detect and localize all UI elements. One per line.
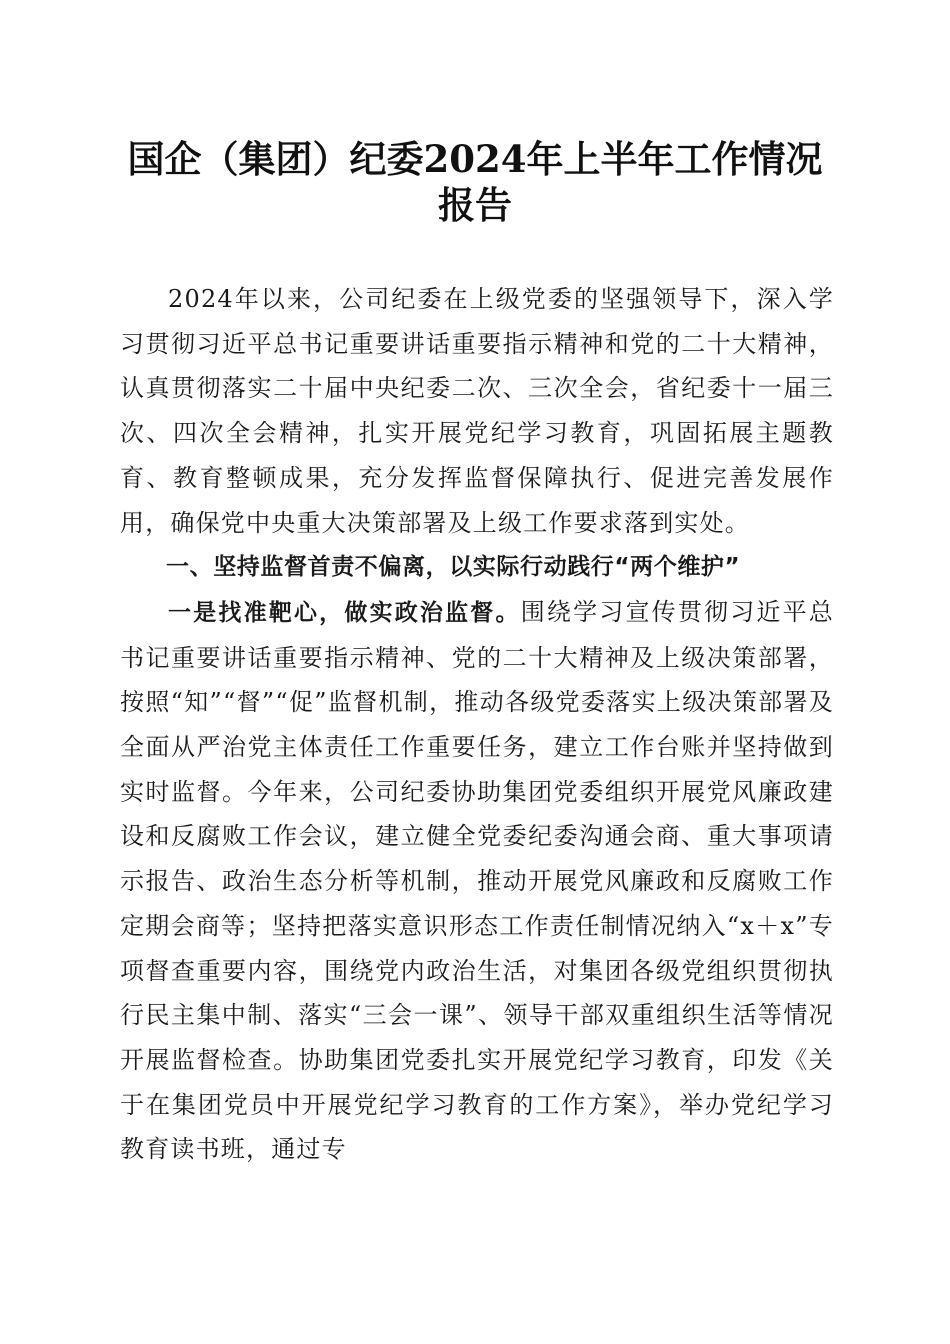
section-heading-1: 一、坚持监督首责不偏离，以实际行动践行“两个维护” [166,554,741,581]
paragraph-body-text: 围绕学习宣传贯彻习近平总书记重要讲话重要指示精神、党的二十大精神及上级决策部署，按照“知”“督”“促”监督机制，推动各级党委落实上级决策部署及全面从严治党主体责任工作重要任务，建立工作台账并坚持做到实时监督。今年来，公司纪委协助集团党委组织开展党风廉政建设和反腐败工作会议，建立健全党委纪委沟通会商、重大事项请示报告、政治生态分析等机制，推动开展党风廉政和反腐败工作定期会商等；坚持把落实意识形态工作责任制情况纳入“x＋x”专项督查重要内容，围绕党内政治生活，对集团各级党组织贯彻执行民主集中制、落实“三会一课”、领导干部双重组织生活等情况开展监督检查。协助集团党委扎实开展党纪学习教育，印发《关于在集团党员中开展党纪学习教育的工作方案》，举办党纪学习教育读书班，通过专 [120,597,834,1164]
section-paragraph-1 [120,590,834,1172]
intro-paragraph: 2024年以来，公司纪委在上级党委的坚强领导下，深入学习贯彻习近平总书记重要讲话重要指示精神和党的二十大精神，认真贯彻落实二十届中央纪委二次、三次全会，省纪委十一届三次、四次全会精神，扎实开展党纪学习教育，巩固拓展主题教育、教育整顿成果，充分发挥监督保障执行、促进完善发展作用，确保党中央重大决策部署及上级工作要求落到实处。 [120,285,834,537]
document-body [120,277,834,1172]
document-title: 国企（集团）纪委2024年上半年工作情况报告 [127,137,823,227]
paragraph-lead-phrase: 一是找准靶心，做实政治监督。 [168,599,521,626]
